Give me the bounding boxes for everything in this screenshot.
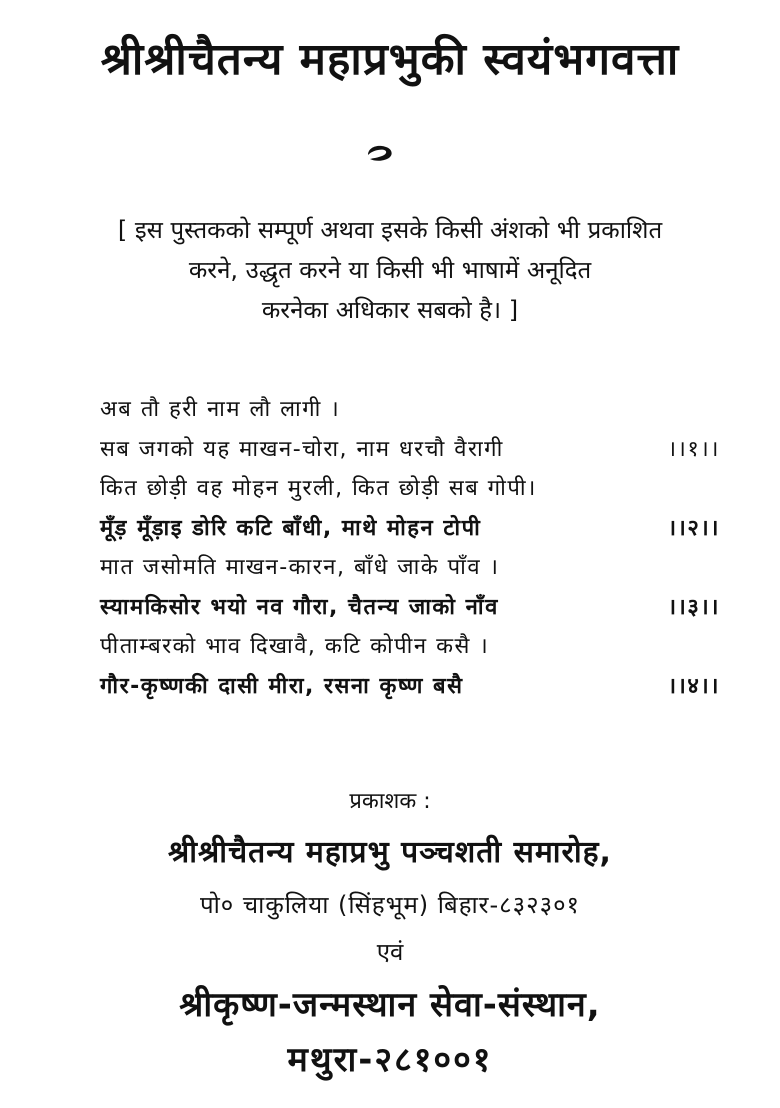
verse-number: ।।३।। bbox=[667, 594, 720, 620]
publisher-address: पो० चाकुलिया (सिंहभूम) बिहार-८३२३०१ bbox=[199, 891, 581, 919]
verse-line bbox=[100, 551, 720, 591]
verse-block bbox=[100, 393, 720, 709]
verse-number: ।।१।। bbox=[667, 436, 720, 462]
verse-line bbox=[100, 393, 720, 433]
notice-line: [ इस पुस्तकको सम्पूर्ण अथवा इसके किसी अंशको भी प्रकाशित bbox=[117, 216, 663, 244]
verse-text: पीताम्बरको भाव दिखावै, कटि कोपीन कसै । bbox=[100, 634, 490, 659]
verse-line bbox=[100, 630, 720, 670]
notice-line: करने, उद्धृत करने या किसी भी भाषामें अनूदित bbox=[188, 256, 592, 284]
verse-line bbox=[100, 512, 720, 552]
conjunction-text: एवं bbox=[376, 938, 404, 966]
verse-text: मूँड़ मूँड़ाइ डोरि कटि बाँधी, माथे मोहन टोपी bbox=[100, 515, 482, 541]
verse-text: गौर-कृष्णकी दासी मीरा, रसना कृष्ण बसै bbox=[100, 673, 464, 699]
verse-line bbox=[100, 591, 720, 631]
second-publisher-name: श्रीकृष्ण-जन्मस्थान सेवा-संस्थान, bbox=[179, 985, 601, 1025]
crescent-ornament-icon bbox=[366, 143, 394, 163]
verse-text: कित छोड़ी वह मोहन मुरली, कित छोड़ी सब गोपी। bbox=[100, 476, 537, 501]
page-title: श्रीश्रीचैतन्य महाप्रभुकी स्वयंभगवत्ता bbox=[100, 34, 680, 85]
verse-number: ।।४।। bbox=[667, 673, 720, 699]
verse-line bbox=[100, 670, 720, 710]
publisher-label: प्रकाशक : bbox=[349, 789, 431, 814]
publisher-name: श्रीश्रीचैतन्य महाप्रभु पञ्चशती समारोह, bbox=[168, 835, 612, 870]
verse-text: मात जसोमति माखन-कारन, बाँधे जाके पाँव । bbox=[100, 555, 500, 580]
verse-number: ।।२।। bbox=[667, 515, 720, 541]
publisher-city: मथुरा-२८१००१ bbox=[287, 1040, 493, 1080]
verse-text: सब जगको यह माखन-चोरा, नाम धरचौ वैरागी bbox=[100, 436, 504, 462]
copyright-notice bbox=[60, 210, 720, 330]
verse-line bbox=[100, 472, 720, 512]
verse-line bbox=[100, 433, 720, 473]
notice-line: करनेका अधिकार सबको है। ] bbox=[261, 296, 519, 324]
verse-text: स्यामकिसोर भयो नव गौरा, चैतन्य जाको नाँव bbox=[100, 594, 499, 620]
verse-text: अब तौ हरी नाम लौ लागी । bbox=[100, 397, 341, 422]
